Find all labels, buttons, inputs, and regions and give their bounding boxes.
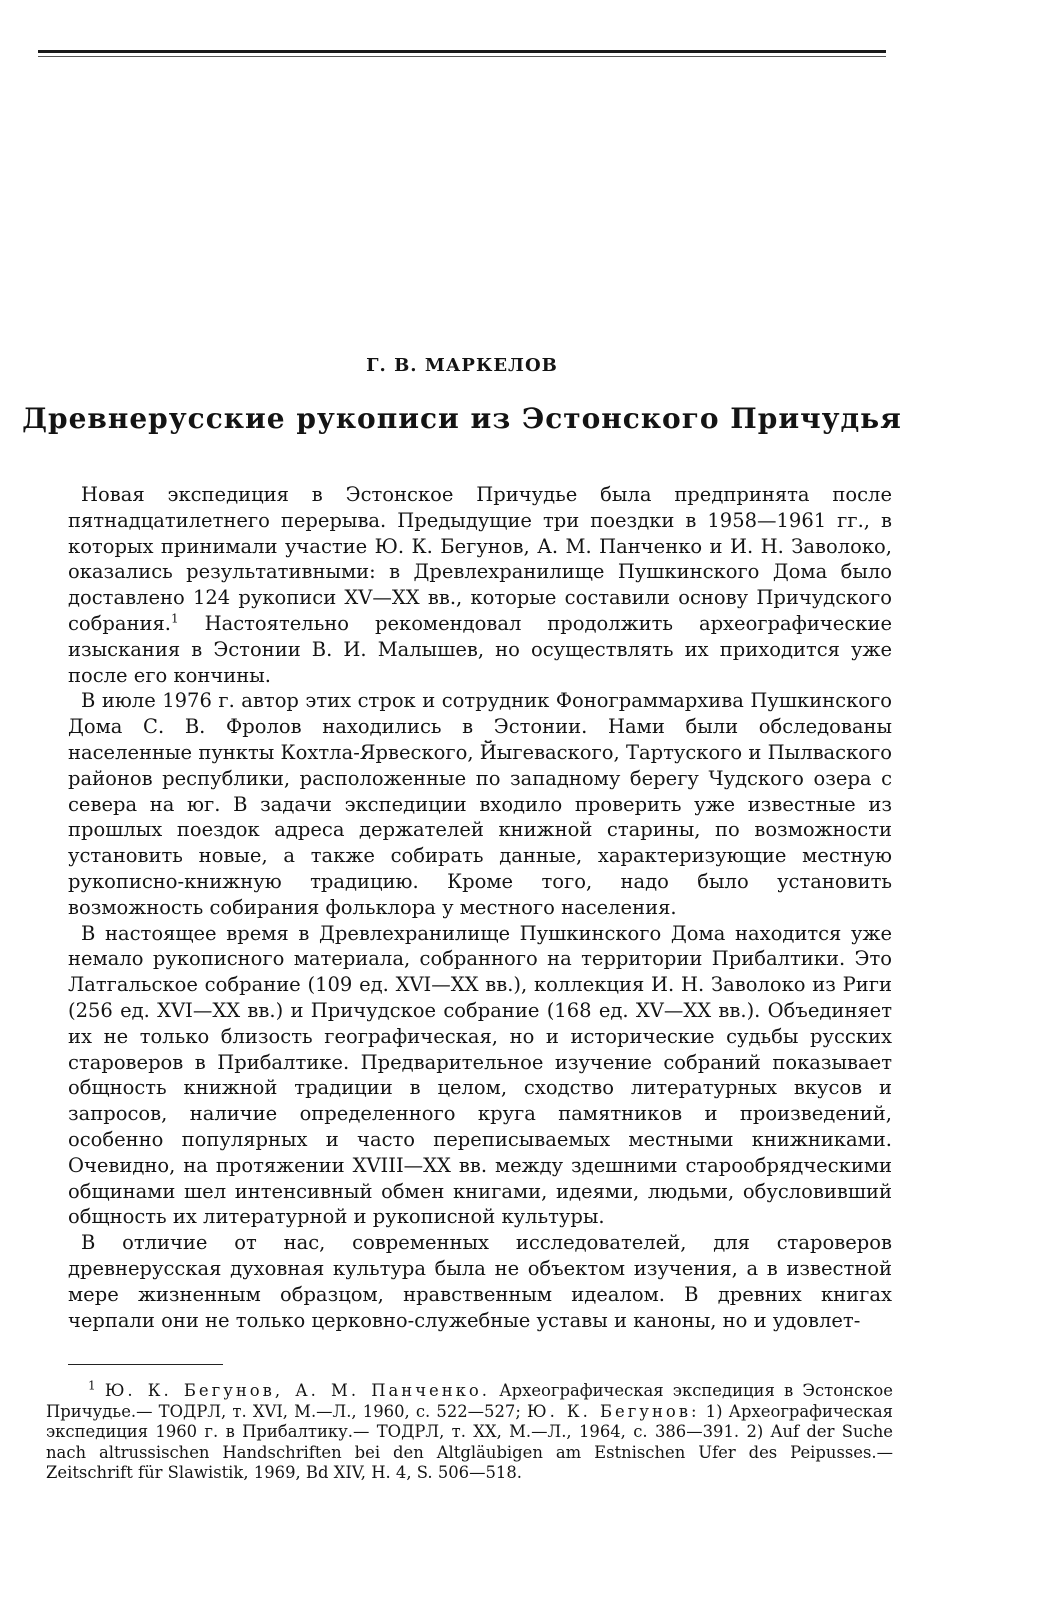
article-body <box>68 482 892 1333</box>
paragraph-1 <box>68 482 892 688</box>
paragraph-2: В июле 1976 г. автор этих строк и сотрудник Фонограммархива Пушкинского Дома С. В. Фролов находились в Эстонии. Нами были обследованы населенные пункты Кохтла-Ярвеского, Йыгеваского, Тартуского и Пылваского районов республики, расположенные по западному берегу Чудского озера с севера на юг. В задачи экспедиции входило проверить уже известные из прошлых поездок адреса держателей книжной старины, по возможности установить новые, а также собирать данные, характеризующие местную рукописно-книжную традицию. Кроме того, надо было установить возможность собирания фольклора у местного населения. <box>68 689 892 919</box>
footnote-text-1: Археографическая экспедиция в Эстонское Причудье.— ТОДРЛ, т. XVI, М.—Л., 1960, с. 522—527; <box>46 1381 893 1421</box>
paragraph-3: В настоящее время в Древлехранилище Пушкинского Дома находится уже немало рукописного материала, собранного на территории Прибалтики. Это Латгальское собрание (109 ед. XVI—XX вв.), коллекция И. Н. Заволоко из Риги (256 ед. XVI—XX вв.) и Причудское собрание (168 ед. XV—XX вв.). Объединяет их не только близость географическая, но и исторические судьбы русских староверов в Прибалтике. Предварительное изучение собраний показывает общность книжной традиции в целом, сходство литературных вкусов и запросов, наличие определенного круга памятников и произведений, особенно популярных и часто переписываемых местными книжниками. Очевидно, на протяжении XVIII—XX вв. между здешними старообрядческими общинами шел интенсивный обмен книгами, идеями, людьми, обусловивший общность их литературной и рукописной культуры. <box>68 921 892 1229</box>
footnote-author-1: Ю. К. Бегунов, А. М. Панченко. <box>104 1381 491 1400</box>
footnote-text-2: 1) Археографическая экспедиция 1960 г. в Прибалтику.— ТОДРЛ, т. XX, М.—Л., 1964, с. 386—391. 2) Auf der Suche nach altrussischen Handschriften bei den Altgläubigen am Estnischen Ufer des Peipusses.— Zeitschrift für Slawistik, 1969, Bd XIV, H. 4, S. 506—518. <box>46 1401 894 1483</box>
footnote-ref-1: 1 <box>171 611 179 626</box>
footnote-author-2: Ю. К. Бегунов: <box>527 1401 700 1421</box>
footnote-mark: 1 <box>88 1378 96 1393</box>
article-author: Г. В. МАРКЕЛОВ <box>366 355 558 376</box>
paragraph-1-text: Новая экспедиция в Эстонское Причудье была предпринята после пятнадцатилетнего перерыва. Предыдущие три поездки в 1958—1961 гг., в которых принимали участие Ю. К. Бегунов, А. М. Панченко и И. Н. Заволоко, оказались результативными: в Древлехранилище Пушкинского Дома было доставлено 124 рукописи XV—XX вв., которые составили основу Причудского собрания. <box>68 483 892 635</box>
footnote-1 <box>46 1378 894 1484</box>
top-rule <box>38 50 886 53</box>
top-rule-thin <box>38 56 886 57</box>
paragraph-1-text-cont: Настоятельно рекомендовал продолжить археографические изыскания в Эстонии В. И. Малышев, но осуществлять их приходится уже после его кончины. <box>68 611 892 687</box>
footnote-rule <box>68 1364 223 1365</box>
paragraph-4: В отличие от нас, современных исследователей, для староверов древнерусская духовная культура была не объектом изучения, а в известной мере жизненным образцом, нравственным идеалом. В древних книгах черпали они не только церковно-служебные уставы и каноны, но и удовлет- <box>68 1231 892 1332</box>
article-title: Древнерусские рукописи из Эстонского Причудья <box>22 402 902 435</box>
footnote-text <box>46 1378 894 1484</box>
